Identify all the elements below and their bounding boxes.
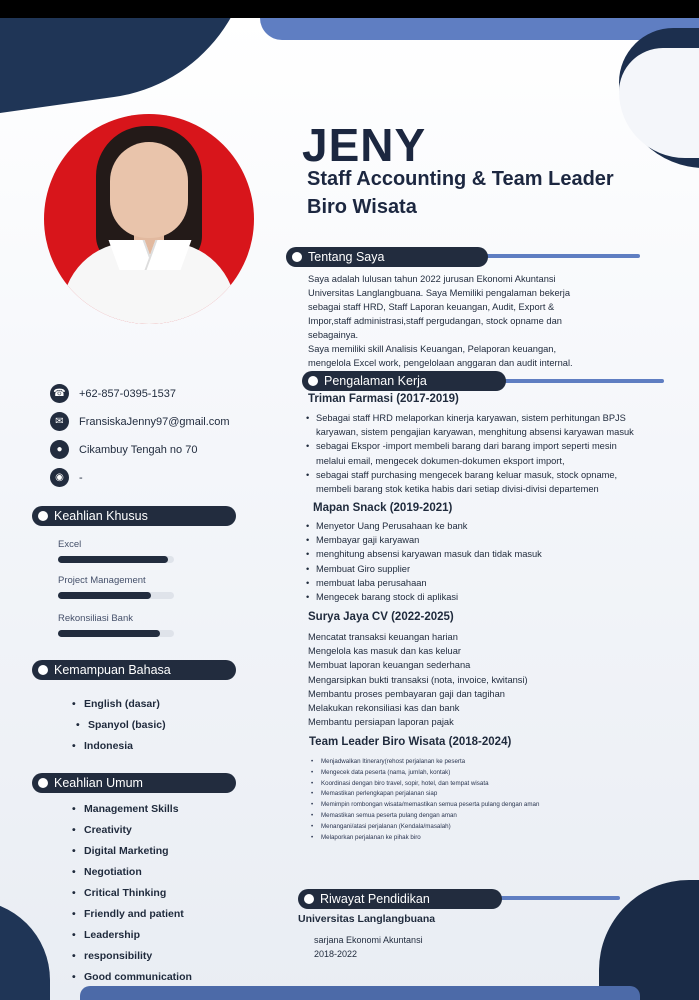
- job-title: Surya Jaya CV (2022-2025): [308, 611, 454, 623]
- list-item: • English (dasar): [72, 694, 166, 715]
- decor-top-stripe: [260, 18, 699, 40]
- job-duties: [306, 519, 542, 604]
- education-accent-line: [500, 896, 620, 900]
- list-item: • Indonesia: [72, 736, 166, 757]
- list-item: • Memastikan semua peserta pulang dengan aman: [311, 811, 539, 822]
- decor-top-left: [0, 18, 272, 119]
- list-item: • Membuat Giro supplier: [306, 562, 542, 576]
- decor-bottom-stripe: [80, 986, 640, 1000]
- list-item: Membuat laporan keuangan sederhana: [308, 660, 471, 671]
- list-item: • Spanyol (basic): [76, 715, 166, 736]
- bullet-icon: [292, 252, 302, 262]
- decor-top-right-inner: [619, 48, 699, 158]
- job-duties: [306, 411, 634, 496]
- education-header: Riwayat Pendidikan: [298, 889, 502, 909]
- list-item: Mengelola kas masuk dan kas keluar: [308, 646, 461, 657]
- list-item: Melakukan rekonsiliasi kas dan bank: [308, 703, 460, 714]
- job-title-line1: Staff Accounting & Team Leader: [307, 168, 614, 190]
- list-item: • Creativity: [72, 820, 192, 841]
- list-item: Membantu persiapan laporan pajak: [308, 717, 454, 728]
- languages-header: Kemampuan Bahasa: [32, 660, 236, 680]
- list-item: • Koordinasi dengan biro travel, sopir, hotel, dan tempat wisata: [311, 779, 539, 790]
- globe-icon: ◉: [50, 468, 69, 487]
- list-item: • Good communication: [72, 967, 192, 988]
- job-title: Team Leader Biro Wisata (2018-2024): [309, 736, 512, 748]
- list-item: • Memimpin rombongan wisata/memastikan semua peserta pulang dengan aman: [311, 800, 539, 811]
- skill-label: Project Management: [58, 575, 146, 586]
- skill-bar: [58, 592, 174, 599]
- list-item: • sebagai Ekspor -import membeli barang dari barang import seperti mesin melalui email, mengecek dokumen-dokumen eksport import,: [306, 439, 634, 467]
- experience-header: Pengalaman Kerja: [302, 371, 506, 391]
- location-icon: ●: [50, 440, 69, 459]
- bullet-icon: [38, 778, 48, 788]
- list-item: • Friendly and patient: [72, 904, 192, 925]
- person-name: JENY: [302, 119, 427, 171]
- list-item: • Critical Thinking: [72, 883, 192, 904]
- list-item: Membantu proses pembayaran gaji dan tagihan: [308, 688, 505, 699]
- general-skills-header: Keahlian Umum: [32, 773, 236, 793]
- contact-phone: ☎ +62-857-0395-1537: [50, 384, 176, 403]
- special-skills-header: Keahlian Khusus: [32, 506, 236, 526]
- list-item: • Negotiation: [72, 862, 192, 883]
- languages-list: [72, 694, 166, 757]
- list-item: • responsibility: [72, 946, 192, 967]
- decor-bottom-left: [0, 900, 50, 1000]
- contact-email: ✉ FransiskaJenny97@gmail.com: [50, 412, 230, 431]
- bullet-icon: [308, 376, 318, 386]
- job-duties: [311, 757, 539, 843]
- education-school: Universitas Langlangbuana: [298, 913, 436, 925]
- experience-accent-line: [490, 379, 664, 383]
- contact-address: ● Cikambuy Tengah no 70: [50, 440, 197, 459]
- email-icon: ✉: [50, 412, 69, 431]
- about-accent-line: [470, 254, 640, 258]
- about-text: Saya adalah lulusan tahun 2022 jurusan Ekonomi Akuntansi Universitas Langlangbuana. Saya Memiliki pengalaman bekerja sebagai staff HRD, Staff Laporan keuangan, Audit, Export & Impor,staff administrasi,staff pergudangan, stock opname dan sebagainya. Saya memiliki skill Analisis Keuangan, Pelaporan keuangan, mengelola Excel work, pengelolaan anggaran dan audit internal.: [308, 274, 573, 368]
- skill-label: Excel: [58, 539, 82, 550]
- list-item: • Menjadwalkan Itinerary(rehost perjalanan ke peserta: [311, 757, 539, 768]
- list-item: • Melaporkan perjalanan ke pihak biro: [311, 833, 539, 844]
- list-item: • Mengecek barang stock di aplikasi: [306, 590, 542, 604]
- list-item: • Menangani/atasi perjalanan (Kendala/masalah): [311, 822, 539, 833]
- skill-label: Rekonsiliasi Bank: [58, 613, 133, 624]
- bullet-icon: [38, 665, 48, 675]
- education-degree: sarjana Ekonomi Akuntansi: [314, 935, 423, 945]
- bullet-icon: [304, 894, 314, 904]
- list-item: • Digital Marketing: [72, 841, 192, 862]
- job-duties: [308, 630, 528, 729]
- list-item: • Leadership: [72, 925, 192, 946]
- list-item: • Management Skills: [72, 799, 192, 820]
- contact-web: ◉ -: [50, 468, 83, 487]
- list-item: Mengarsipkan bukti transaksi (nota, invoice, kwitansi): [308, 674, 528, 685]
- bullet-icon: [38, 511, 48, 521]
- list-item: • Sebagai staff HRD melaporkan kinerja karyawan, sistem perhitungan BPJS karyawan, sistem pengajian karyawan, menghitung absensi karyawan masuk: [306, 411, 634, 439]
- profile-photo: [44, 114, 254, 324]
- job-title-line2: Biro Wisata: [307, 196, 417, 218]
- education-years: 2018-2022: [314, 949, 358, 959]
- skill-bar: [58, 556, 174, 563]
- list-item: • membuat laba perusahaan: [306, 576, 542, 590]
- list-item: • sebagai staff purchasing mengecek barang keluar masuk, stock opname, membeli barang stok ketika habis dari setiap divisi-divisi departemen: [306, 468, 634, 496]
- phone-icon: ☎: [50, 384, 69, 403]
- list-item: • Memastikan perlengkapan perjalanan siap: [311, 789, 539, 800]
- list-item: Mencatat transaksi keuangan harian: [308, 632, 458, 642]
- list-item: • Menyetor Uang Perusahaan ke bank: [306, 519, 542, 533]
- job-title: Mapan Snack (2019-2021): [313, 502, 453, 514]
- resume-page: [0, 18, 699, 1000]
- list-item: • menghitung absensi karyawan masuk dan tidak masuk: [306, 547, 542, 561]
- list-item: • Mengecek data peserta (nama, jumlah, kontak): [311, 768, 539, 779]
- job-title: Triman Farmasi (2017-2019): [308, 393, 459, 405]
- general-skills-list: [72, 799, 192, 988]
- list-item: • Membayar gaji karyawan: [306, 533, 542, 547]
- skill-bar: [58, 630, 174, 637]
- about-header: Tentang Saya: [286, 247, 488, 267]
